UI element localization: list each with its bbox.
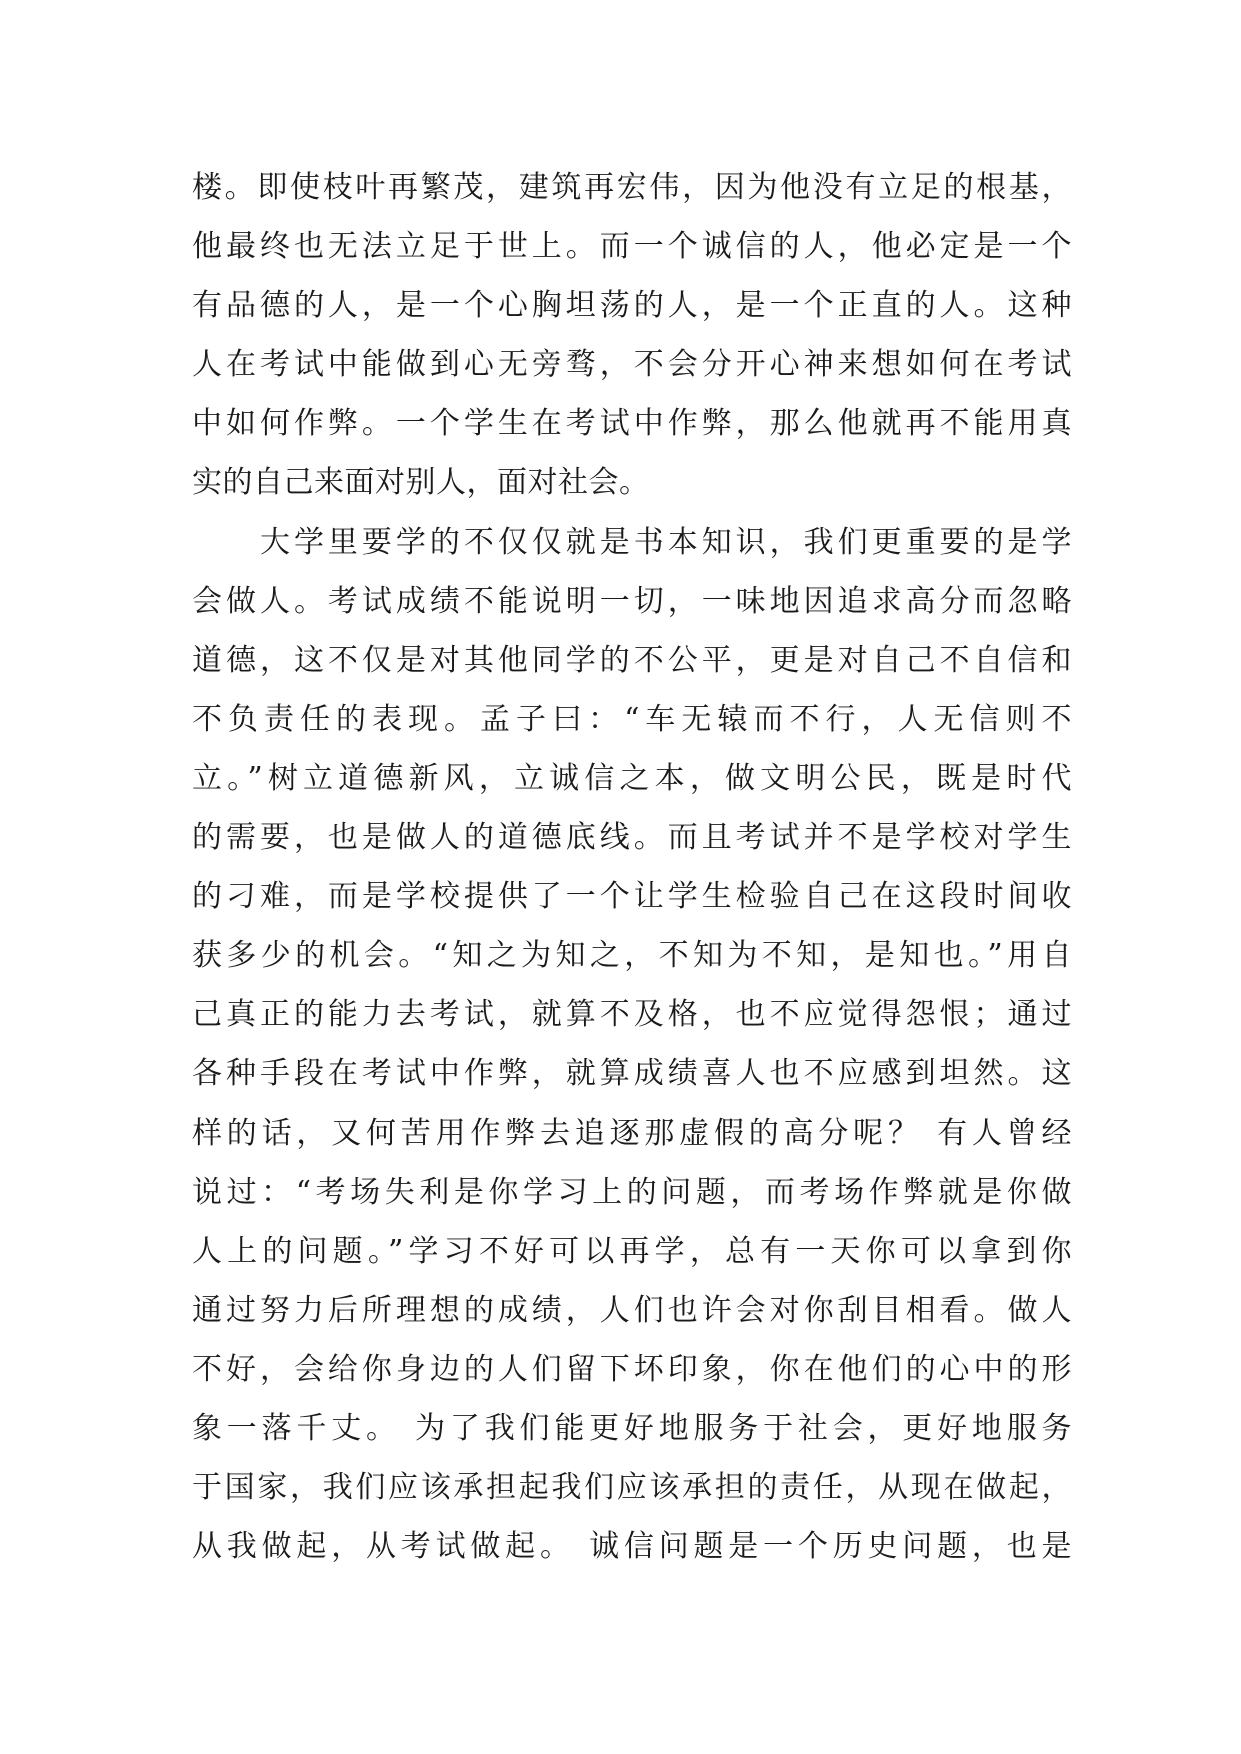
- text-line: 大学里要学的不仅仅就是书本知识，我们更重要的是学: [192, 524, 1072, 560]
- text-line: 楼。即使枝叶再繁茂，建筑再宏伟，因为他没有立足的根基，: [192, 170, 1072, 205]
- text-line: 的需要，也是做人的道德底线。而且考试并不是学校对学生: [192, 820, 1072, 856]
- text-line: 实的自己来面对别人，面对社会。: [192, 465, 650, 501]
- body-text: [192, 158, 1072, 1576]
- text-line: 立。”树立道德新风，立诚信之本，做文明公民，既是时代: [192, 760, 1072, 796]
- text-line: 道德，这不仅是对其他同学的不公平，更是对自己不自信和: [192, 642, 1072, 678]
- text-line: 通过努力后所理想的成绩，人们也许会对你刮目相看。做人: [192, 1292, 1072, 1328]
- text-line: 不负责任的表现。孟子曰：“车无辕而不行，人无信则不: [192, 701, 1072, 737]
- text-line: 有品德的人，是一个心胸坦荡的人，是一个正直的人。这种: [192, 288, 1072, 324]
- text-line: 的刁难，而是学校提供了一个让学生检验自己在这段时间收: [192, 879, 1072, 915]
- text-line: 不好，会给你身边的人们留下坏印象，你在他们的心中的形: [192, 1351, 1072, 1387]
- text-line: 人上的问题。”学习不好可以再学，总有一天你可以拿到你: [192, 1233, 1072, 1269]
- text-line: 样的话，又何苦用作弊去追逐那虚假的高分呢？ 有人曾经: [192, 1115, 1072, 1151]
- text-line: 中如何作弊。一个学生在考试中作弊，那么他就再不能用真: [192, 406, 1072, 442]
- text-line: 会做人。考试成绩不能说明一切，一味地因追求高分而忽略: [192, 583, 1072, 619]
- text-line: 从我做起，从考试做起。 诚信问题是一个历史问题，也是: [192, 1529, 1072, 1565]
- text-line: 于国家，我们应该承担起我们应该承担的责任，从现在做起，: [192, 1470, 1072, 1506]
- text-line: 各种手段在考试中作弊，就算成绩喜人也不应感到坦然。这: [192, 1056, 1072, 1092]
- text-line: 他最终也无法立足于世上。而一个诚信的人，他必定是一个: [192, 229, 1072, 265]
- text-line: 说过：“考场失利是你学习上的问题，而考场作弊就是你做: [192, 1174, 1072, 1210]
- text-line: 象一落千丈。 为了我们能更好地服务于社会，更好地服务: [192, 1410, 1072, 1446]
- text-line: 己真正的能力去考试，就算不及格，也不应觉得怨恨；通过: [192, 997, 1072, 1033]
- text-line: 获多少的机会。“知之为知之，不知为不知，是知也。”用自: [192, 938, 1072, 974]
- text-line: 人在考试中能做到心无旁骛，不会分开心神来想如何在考试: [192, 347, 1072, 383]
